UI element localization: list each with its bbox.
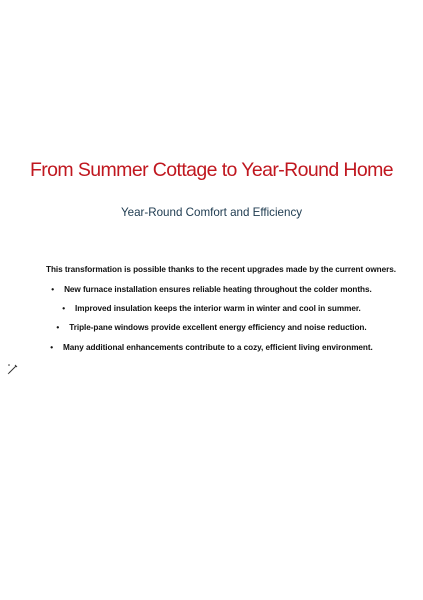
bullet-marker: • — [50, 343, 54, 352]
bullet-marker: • — [51, 285, 55, 294]
pen-edit-icon[interactable] — [7, 362, 19, 374]
list-item-text: Improved insulation keeps the interior warm in winter and cool in summer. — [75, 304, 361, 313]
document-title: From Summer Cottage to Year-Round Home — [29, 159, 394, 181]
list-item — [0, 284, 423, 296]
list-item-text: Triple-pane windows provide excellent energy efficiency and noise reduction. — [69, 323, 367, 332]
document-subtitle: Year-Round Comfort and Efficiency — [120, 206, 303, 219]
intro-paragraph: This transformation is possible thanks to the recent upgrades made by the current owners. — [46, 265, 396, 274]
list-item — [0, 303, 423, 315]
list-item-text: Many additional enhancements contribute to a cozy, efficient living environment. — [63, 343, 373, 352]
list-item-text: New furnace installation ensures reliable heating throughout the colder months. — [64, 285, 372, 294]
list-item — [0, 342, 423, 354]
bullet-marker: • — [56, 323, 60, 332]
list-item — [0, 322, 423, 334]
bullet-marker: • — [62, 304, 66, 313]
